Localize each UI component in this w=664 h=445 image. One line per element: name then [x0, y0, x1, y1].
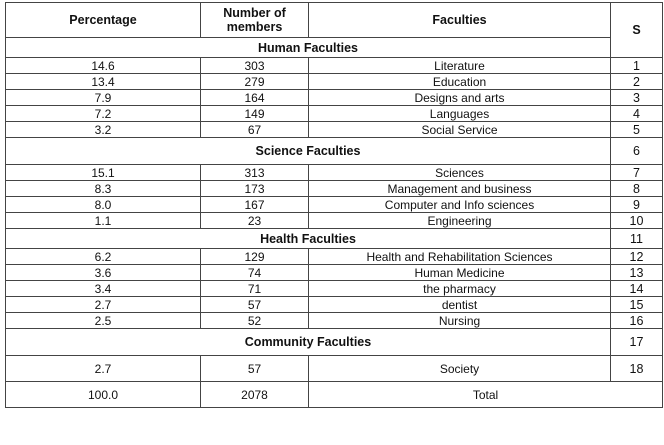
cell-members: 129: [201, 249, 309, 265]
cell-members: 71: [201, 281, 309, 297]
cell-faculty: Human Medicine: [309, 265, 611, 281]
table-row: [6, 356, 663, 382]
total-row: [6, 382, 663, 408]
cell-percentage: 2.7: [6, 297, 201, 313]
table-row: [6, 106, 663, 122]
cell-faculty: Management and business: [309, 181, 611, 197]
table-row: [6, 249, 663, 265]
cell-percentage: 8.3: [6, 181, 201, 197]
cell-faculty: dentist: [309, 297, 611, 313]
cell-members: 57: [201, 356, 309, 382]
cell-faculty: Social Service: [309, 122, 611, 138]
cell-s: 9: [611, 197, 663, 213]
group-row-community: [6, 329, 663, 356]
cell-faculty: Society: [309, 356, 611, 382]
table-row: [6, 265, 663, 281]
table-row: [6, 213, 663, 229]
cell-s: 12: [611, 249, 663, 265]
table-row: [6, 313, 663, 329]
cell-percentage: 7.2: [6, 106, 201, 122]
table-row: [6, 122, 663, 138]
table-row: [6, 90, 663, 106]
cell-s: 6: [611, 138, 663, 165]
total-label: Total: [309, 382, 663, 408]
cell-s: 7: [611, 165, 663, 181]
cell-members: 23: [201, 213, 309, 229]
cell-faculty: Nursing: [309, 313, 611, 329]
total-percentage: 100.0: [6, 382, 201, 408]
cell-faculty: Computer and Info sciences: [309, 197, 611, 213]
total-members: 2078: [201, 382, 309, 408]
cell-members: 313: [201, 165, 309, 181]
cell-percentage: 6.2: [6, 249, 201, 265]
cell-faculty: Health and Rehabilitation Sciences: [309, 249, 611, 265]
cell-s: 1: [611, 58, 663, 74]
group-row-human: [6, 38, 663, 58]
cell-s: 5: [611, 122, 663, 138]
cell-s: 10: [611, 213, 663, 229]
cell-s: 18: [611, 356, 663, 382]
cell-s: 17: [611, 329, 663, 356]
cell-percentage: 2.5: [6, 313, 201, 329]
cell-faculty: Education: [309, 74, 611, 90]
cell-members: 52: [201, 313, 309, 329]
table-row: [6, 165, 663, 181]
cell-percentage: 15.1: [6, 165, 201, 181]
cell-members: 303: [201, 58, 309, 74]
table-row: [6, 181, 663, 197]
cell-s: 13: [611, 265, 663, 281]
group-title: Health Faculties: [6, 229, 611, 249]
table-row: [6, 197, 663, 213]
cell-percentage: 8.0: [6, 197, 201, 213]
cell-percentage: 3.2: [6, 122, 201, 138]
group-title: Community Faculties: [6, 329, 611, 356]
cell-members: 167: [201, 197, 309, 213]
cell-members: 149: [201, 106, 309, 122]
group-title: Science Faculties: [6, 138, 611, 165]
group-row-health: [6, 229, 663, 249]
cell-s: 15: [611, 297, 663, 313]
cell-faculty: the pharmacy: [309, 281, 611, 297]
cell-members: 74: [201, 265, 309, 281]
cell-percentage: 2.7: [6, 356, 201, 382]
table-row: [6, 74, 663, 90]
cell-faculty: Engineering: [309, 213, 611, 229]
cell-s: 11: [611, 229, 663, 249]
header-faculties: Faculties: [309, 3, 611, 38]
cell-faculty: Designs and arts: [309, 90, 611, 106]
cell-s: 16: [611, 313, 663, 329]
cell-members: 57: [201, 297, 309, 313]
cell-faculty: Literature: [309, 58, 611, 74]
cell-percentage: 14.6: [6, 58, 201, 74]
cell-faculty: Sciences: [309, 165, 611, 181]
cell-percentage: 7.9: [6, 90, 201, 106]
group-title: Human Faculties: [6, 38, 611, 58]
table-row: [6, 297, 663, 313]
header-row: [6, 3, 663, 38]
cell-percentage: 1.1: [6, 213, 201, 229]
cell-s: 2: [611, 74, 663, 90]
cell-faculty: Languages: [309, 106, 611, 122]
cell-members: 164: [201, 90, 309, 106]
cell-members: 173: [201, 181, 309, 197]
header-members: Number of members: [201, 3, 309, 38]
faculty-members-table: [5, 2, 663, 408]
cell-members: 67: [201, 122, 309, 138]
table-row: [6, 281, 663, 297]
table-row: [6, 58, 663, 74]
header-percentage: Percentage: [6, 3, 201, 38]
cell-percentage: 13.4: [6, 74, 201, 90]
cell-s: 4: [611, 106, 663, 122]
cell-s: 8: [611, 181, 663, 197]
cell-percentage: 3.6: [6, 265, 201, 281]
cell-percentage: 3.4: [6, 281, 201, 297]
cell-s: 14: [611, 281, 663, 297]
group-row-science: [6, 138, 663, 165]
cell-members: 279: [201, 74, 309, 90]
header-s: S: [611, 3, 663, 58]
cell-s: 3: [611, 90, 663, 106]
